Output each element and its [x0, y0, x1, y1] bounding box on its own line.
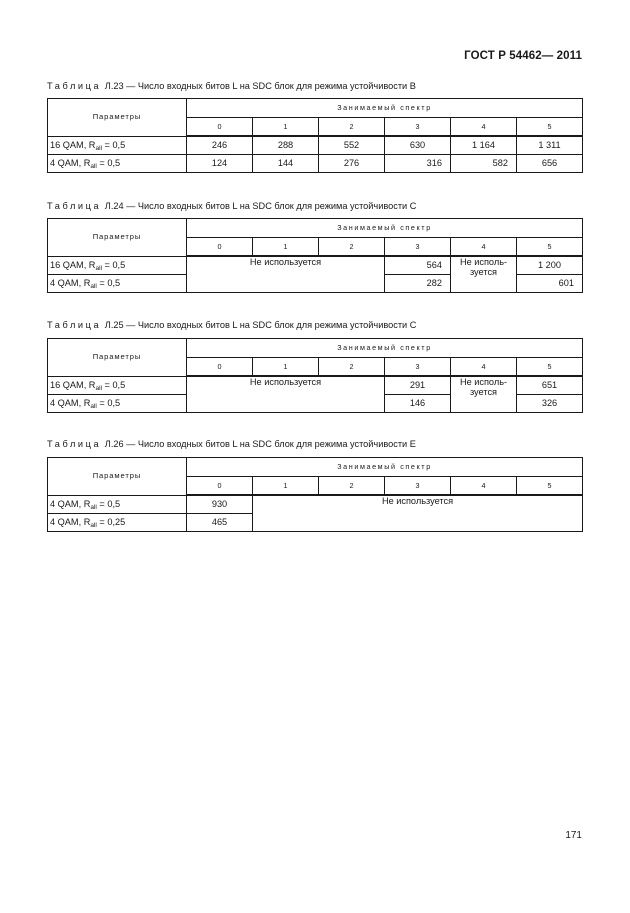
col-header-4: 4: [451, 477, 517, 496]
col-header-2: 2: [319, 477, 385, 496]
cell: 656: [517, 155, 583, 173]
col-header-1: 1: [253, 238, 319, 257]
cell: 146: [385, 395, 451, 413]
row-label: 16 QAM, $R_{all} = 0,5$: [48, 376, 187, 395]
row-label: 16 QAM, $R_{all} = 0,5$: [48, 256, 187, 275]
col-header-5: 5: [517, 477, 583, 496]
table-row: [48, 376, 583, 395]
cell: 326: [517, 395, 583, 413]
cell: 124: [187, 155, 253, 173]
col-header-4: 4: [451, 118, 517, 137]
row-label: 4 QAM, $R_{all} = 0,5$: [48, 495, 187, 514]
cell: 1 311: [517, 136, 583, 155]
not-used-cell: Не исполь- зуется: [451, 376, 517, 413]
row-label: 4 QAM, $R_{all} = 0,5$: [48, 155, 187, 173]
row-label: 4 QAM, $R_{all} = 0,5$: [48, 395, 187, 413]
cell: 288: [253, 136, 319, 155]
col-header-3: 3: [385, 238, 451, 257]
table-word: Таблица: [47, 320, 102, 330]
table-l25: [47, 338, 583, 413]
table-l23: [47, 98, 583, 173]
col-header-1: 1: [253, 358, 319, 377]
col-header-1: 1: [253, 118, 319, 137]
col-header-5: 5: [517, 238, 583, 257]
spectrum-header: Занимаемый спектр: [187, 219, 583, 238]
cell: 582: [451, 155, 517, 173]
table-caption-l24: [47, 201, 416, 211]
col-header-4: 4: [451, 358, 517, 377]
not-used-cell: Не используется: [187, 376, 385, 413]
col-header-0: 0: [187, 118, 253, 137]
col-header-3: 3: [385, 358, 451, 377]
col-header-0: 0: [187, 477, 253, 496]
cell: 246: [187, 136, 253, 155]
col-header-5: 5: [517, 358, 583, 377]
caption-text: Л.26 — Число входных битов L на SDC блок для режима устойчивости E: [104, 439, 416, 449]
col-header-0: 0: [187, 358, 253, 377]
cell: 144: [253, 155, 319, 173]
spectrum-header: Занимаемый спектр: [187, 339, 583, 358]
spectrum-header: Занимаемый спектр: [187, 458, 583, 477]
cell: 291: [385, 376, 451, 395]
cell: 930: [187, 495, 253, 514]
cell: 630: [385, 136, 451, 155]
not-used-cell: Не используется: [187, 256, 385, 293]
caption-text: Л.23 — Число входных битов L на SDC блок для режима устойчивости B: [104, 81, 416, 91]
spectrum-header: Занимаемый спектр: [187, 99, 583, 118]
cell: 601: [517, 275, 583, 293]
col-header-0: 0: [187, 238, 253, 257]
cell: 1 200: [517, 256, 583, 275]
cell: 316: [385, 155, 451, 173]
cell: 276: [319, 155, 385, 173]
col-header-2: 2: [319, 358, 385, 377]
cell: 651: [517, 376, 583, 395]
cell: 282: [385, 275, 451, 293]
col-header-3: 3: [385, 477, 451, 496]
table-l26: [47, 457, 583, 532]
cell: 465: [187, 514, 253, 532]
col-header-5: 5: [517, 118, 583, 137]
row-label: 4 QAM, $R_{all} = 0,5$: [48, 275, 187, 293]
col-header-1: 1: [253, 477, 319, 496]
table-row: [48, 495, 583, 514]
table-l24: [47, 218, 583, 293]
caption-text: Л.25 — Число входных битов L на SDC блок для режима устойчивости C: [104, 320, 417, 330]
row-label: 4 QAM, $R_{all} = 0,25$: [48, 514, 187, 532]
table-word: Таблица: [47, 201, 102, 211]
table-row: [48, 136, 583, 155]
cell: 552: [319, 136, 385, 155]
table-word: Таблица: [47, 439, 102, 449]
page-number: 171: [565, 830, 582, 841]
params-header: Параметры: [48, 339, 187, 377]
params-header: Параметры: [48, 219, 187, 257]
table-caption-l25: [47, 320, 416, 330]
params-header: Параметры: [48, 99, 187, 137]
table-caption-l26: [47, 439, 416, 449]
col-header-2: 2: [319, 238, 385, 257]
table-word: Таблица: [47, 81, 102, 91]
row-label: 16 QAM, $R_{all} = 0,5$: [48, 136, 187, 155]
table-row: [48, 256, 583, 275]
standard-header: ГОСТ Р 54462— 2011: [464, 50, 582, 62]
caption-text: Л.24 — Число входных битов L на SDC блок для режима устойчивости C: [104, 201, 417, 211]
col-header-3: 3: [385, 118, 451, 137]
cell: 1 164: [451, 136, 517, 155]
params-header: Параметры: [48, 458, 187, 496]
cell: 564: [385, 256, 451, 275]
not-used-cell: Не исполь- зуется: [451, 256, 517, 293]
table-caption-l23: [47, 81, 416, 91]
not-used-cell: Не используется: [253, 495, 583, 532]
table-row: [48, 155, 583, 173]
col-header-4: 4: [451, 238, 517, 257]
col-header-2: 2: [319, 118, 385, 137]
